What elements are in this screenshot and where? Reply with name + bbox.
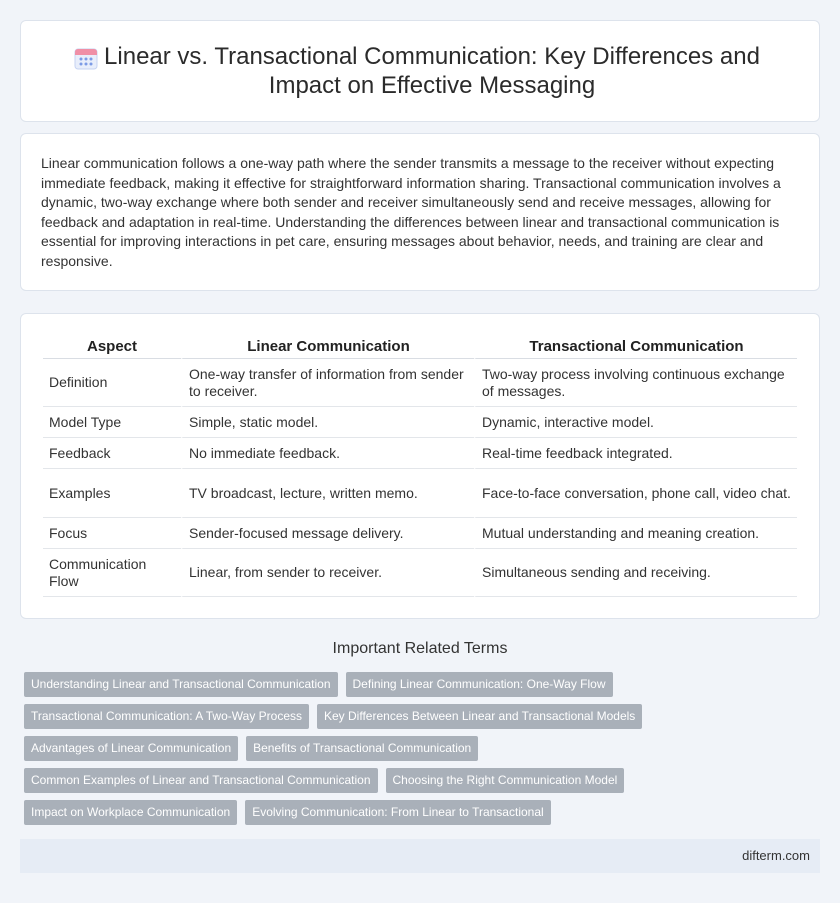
related-term-tag[interactable]: Choosing the Right Communication Model [386,768,625,793]
table-row [43,359,797,407]
related-term-tag[interactable]: Understanding Linear and Transactional Communication [24,672,338,697]
table-row [43,469,797,518]
page-title-line1: Linear vs. Transactional Communication: Key Differences and [104,43,760,70]
table-cell-aspect: Model Type [43,407,181,438]
table-row [43,549,797,597]
table-row [43,438,797,469]
table-header-row [43,334,797,359]
table-cell-transactional: Two-way process involving continuous exchange of messages. [474,359,797,407]
table-cell-linear: One-way transfer of information from sender to receiver. [181,359,474,407]
page-title-line2: Impact on Effective Messaging [268,72,596,99]
table-cell-aspect: Communication Flow [43,549,181,597]
page-title [80,42,760,100]
table-cell-linear: Sender-focused message delivery. [181,518,474,549]
related-term-tag[interactable]: Defining Linear Communication: One-Way Flow [346,672,613,697]
table-cell-aspect: Feedback [43,438,181,469]
table-cell-aspect: Examples [43,469,181,518]
footer-site-link[interactable]: difterm.com [742,848,810,863]
table-row [43,407,797,438]
table-cell-linear: Simple, static model. [181,407,474,438]
table-cell-transactional: Simultaneous sending and receiving. [474,549,797,597]
related-term-tag[interactable]: Advantages of Linear Communication [24,736,238,761]
table-cell-transactional: Face-to-face conversation, phone call, video chat. [474,469,797,518]
related-terms-list [24,672,824,832]
column-header-linear: Linear Communication [181,334,474,359]
header-card [20,20,820,122]
column-header-transactional: Transactional Communication [474,334,797,359]
table-row [43,518,797,549]
related-term-tag[interactable]: Key Differences Between Linear and Transactional Models [317,704,642,729]
related-term-tag[interactable]: Common Examples of Linear and Transactional Communication [24,768,378,793]
tag-row [24,672,824,697]
table-cell-transactional: Dynamic, interactive model. [474,407,797,438]
table-cell-transactional: Mutual understanding and meaning creation. [474,518,797,549]
comparison-table [43,334,797,597]
column-header-aspect: Aspect [43,334,181,359]
table-cell-transactional: Real-time feedback integrated. [474,438,797,469]
tag-row [24,768,824,793]
tag-row [24,736,824,761]
intro-paragraph: Linear communication follows a one-way path where the sender transmits a message to the receiver without expecting immediate feedback, making it effective for straightforward information sharing. Transactional communication involves a dynamic, two-way exchange where both sender and receiver simultaneously send and receive messages, allowing for feedback and adaptation in real-time. Understanding the differences between linear and transactional communication is essential for improving interactions in pet care, ensuring messages about behavior, needs, and training are clear and responsive. [41,155,781,269]
tag-row [24,704,824,729]
related-terms-title: Important Related Terms [332,640,508,657]
related-term-tag[interactable]: Evolving Communication: From Linear to Transactional [245,800,550,825]
related-term-tag[interactable]: Benefits of Transactional Communication [246,736,478,761]
tag-row [24,800,824,825]
table-cell-aspect: Definition [43,359,181,407]
table-cell-linear: No immediate feedback. [181,438,474,469]
table-cell-linear: TV broadcast, lecture, written memo. [181,469,474,518]
comparison-table-card [20,313,820,619]
intro-card [20,133,820,291]
related-term-tag[interactable]: Transactional Communication: A Two-Way Process [24,704,309,729]
table-cell-aspect: Focus [43,518,181,549]
related-term-tag[interactable]: Impact on Workplace Communication [24,800,237,825]
footer [20,839,820,873]
table-cell-linear: Linear, from sender to receiver. [181,549,474,597]
